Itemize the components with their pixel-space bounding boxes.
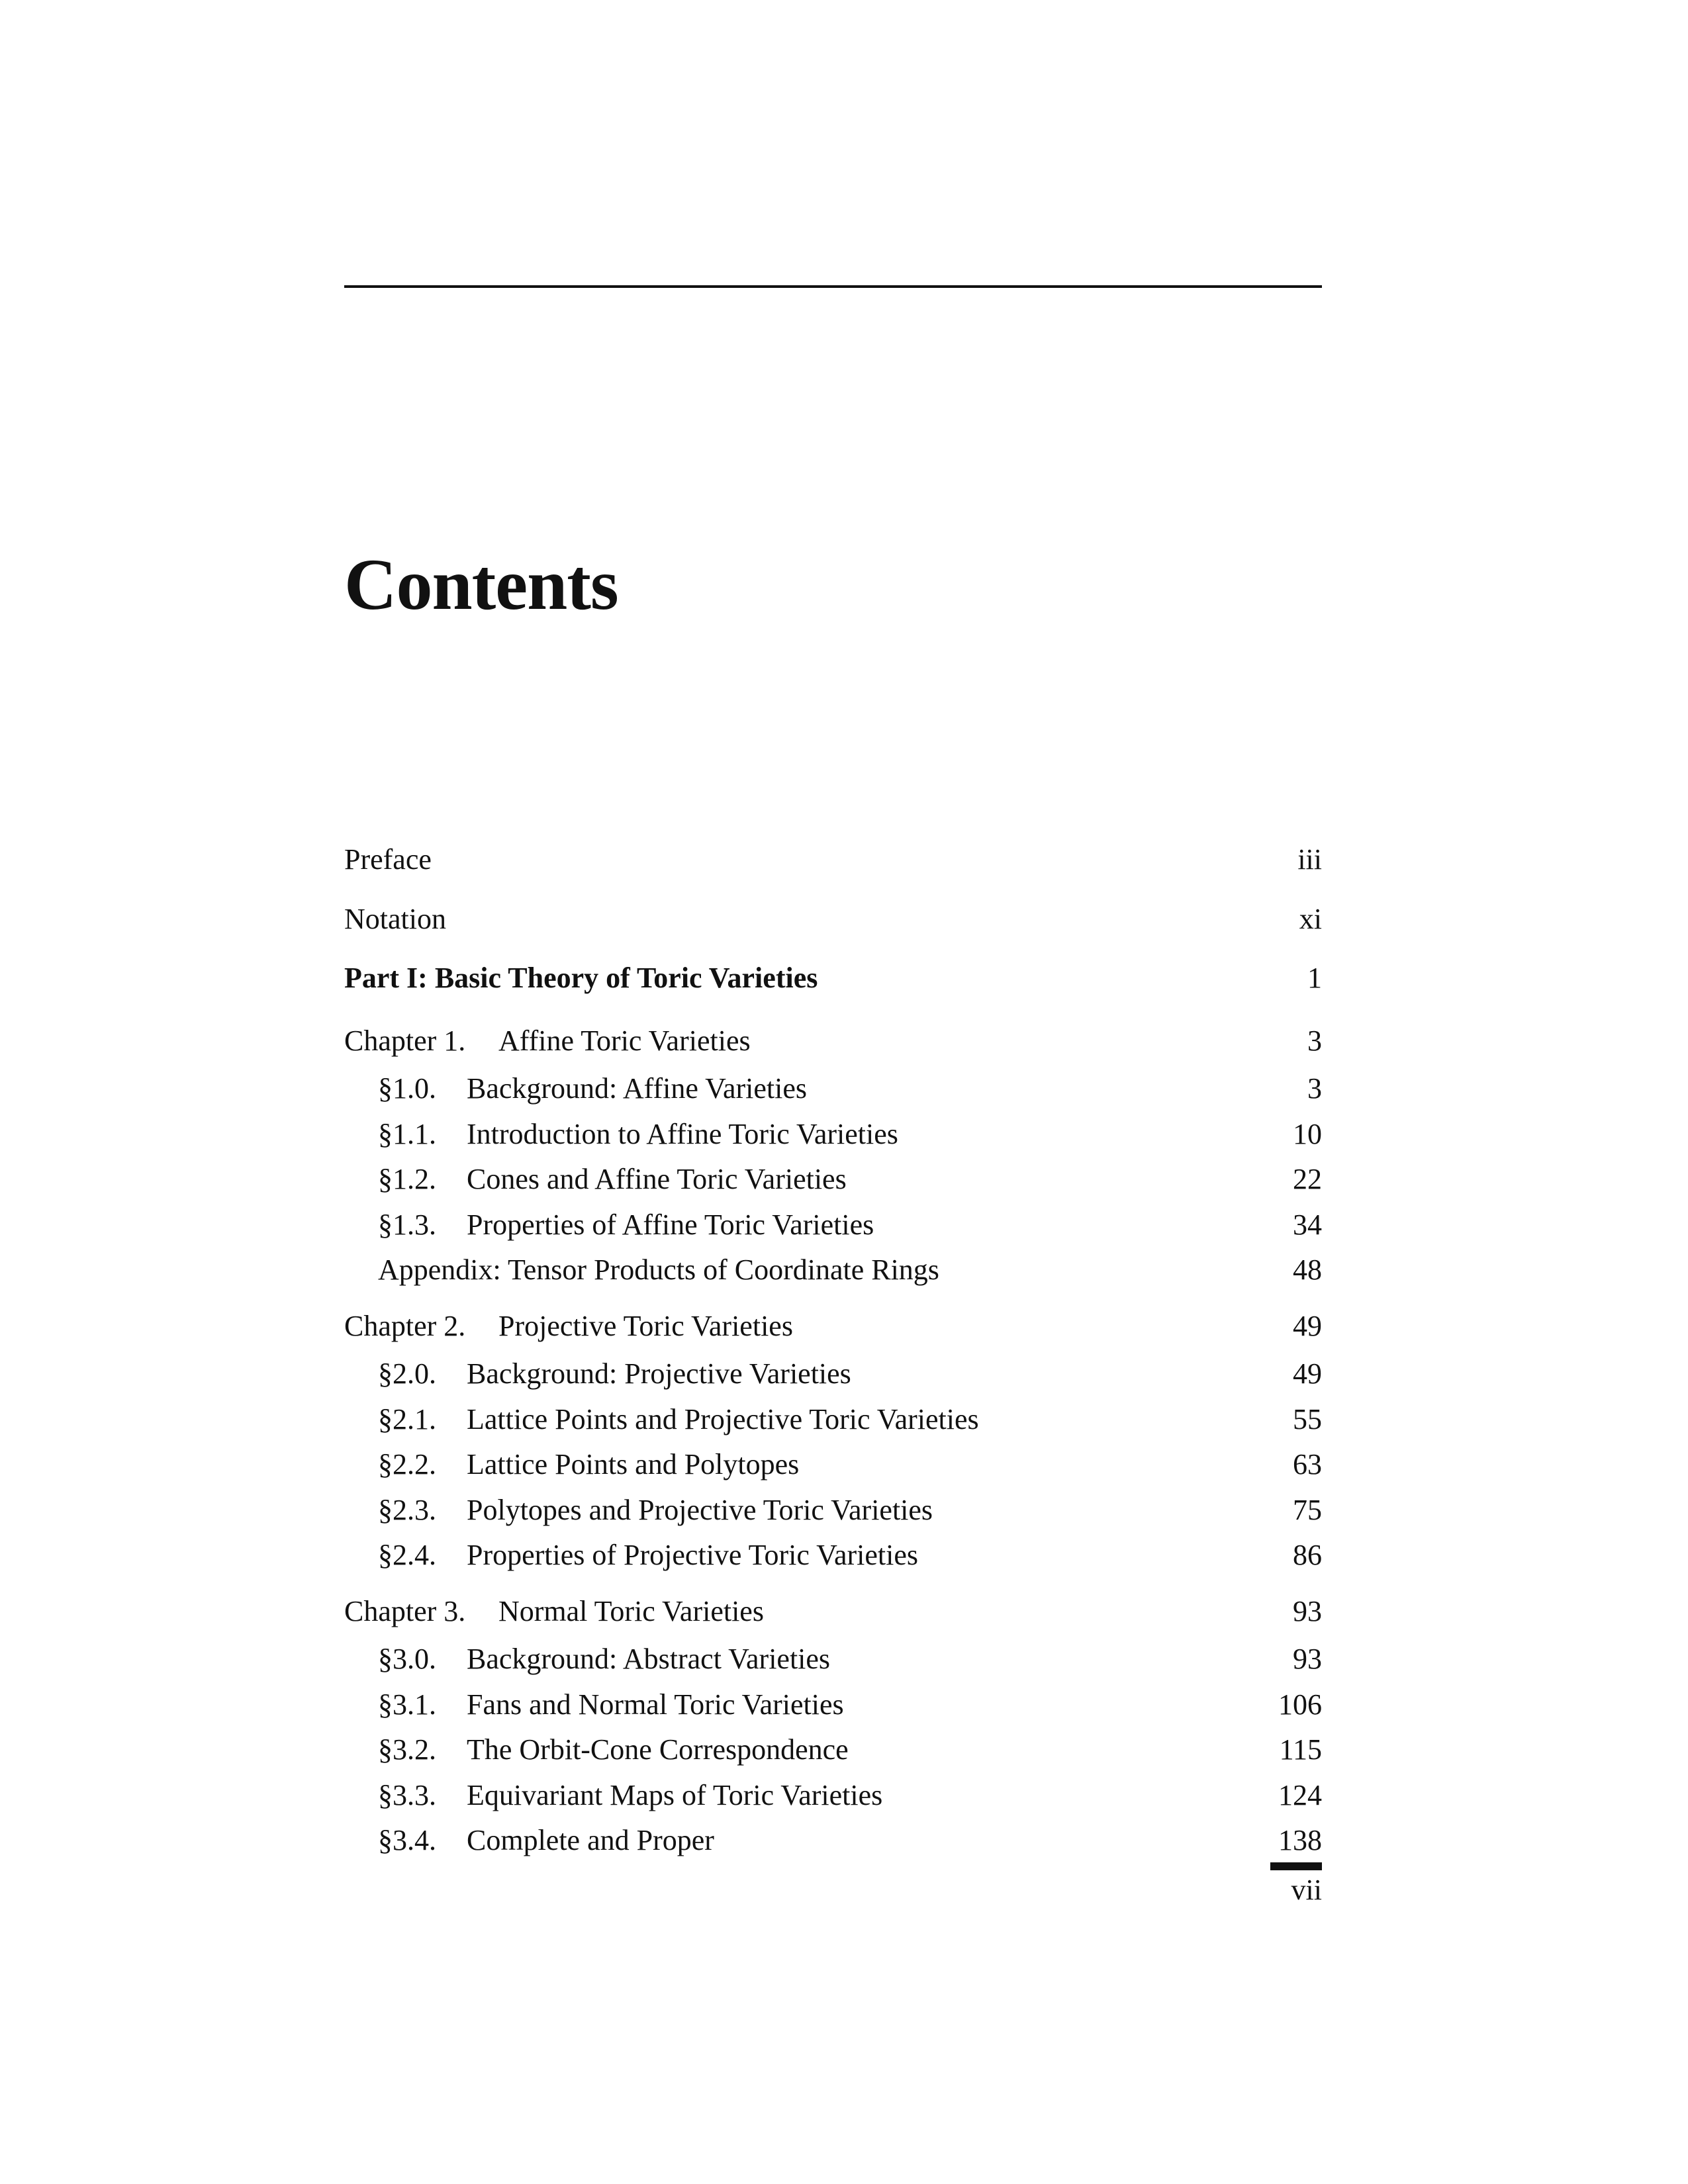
section-title: Complete and Proper xyxy=(467,1824,714,1856)
section-number: §1.2. xyxy=(378,1163,436,1195)
section-number: §2.4. xyxy=(378,1539,436,1571)
section-number: §3.3. xyxy=(378,1778,436,1811)
chapter-number: Chapter 2. xyxy=(344,1309,466,1342)
section-number: §2.2. xyxy=(378,1448,436,1480)
entry-page: 138 xyxy=(1278,1824,1322,1856)
footer-bar xyxy=(1270,1862,1322,1870)
toc-entry-section-2-0[interactable] xyxy=(344,1351,1322,1397)
section-title: Polytopes and Projective Toric Varieties xyxy=(467,1493,933,1526)
section-title: Cones and Affine Toric Varieties xyxy=(467,1163,847,1195)
page-title: Contents xyxy=(344,544,618,625)
entry-page: 115 xyxy=(1279,1733,1322,1766)
entry-page: 1 xyxy=(1307,962,1322,994)
section-title: Background: Projective Varieties xyxy=(467,1357,851,1390)
toc-entry-chapter-2[interactable] xyxy=(344,1293,1322,1352)
entry-page: 93 xyxy=(1293,1643,1322,1675)
entry-page: 34 xyxy=(1293,1208,1322,1241)
toc-entry-section-3-2[interactable] xyxy=(344,1727,1322,1773)
section-number: §1.3. xyxy=(378,1208,436,1241)
entry-page: 3 xyxy=(1307,1024,1322,1057)
section-title: Introduction to Affine Toric Varieties xyxy=(467,1117,898,1150)
toc-entry-section-2-4[interactable] xyxy=(344,1533,1322,1578)
section-title: Properties of Affine Toric Varieties xyxy=(467,1208,874,1241)
entry-page: 55 xyxy=(1293,1402,1322,1435)
toc-entry-chapter-1[interactable] xyxy=(344,1008,1322,1067)
section-number: §1.1. xyxy=(378,1117,436,1150)
section-number: §1.0. xyxy=(378,1072,436,1105)
toc-entry-section-3-0[interactable] xyxy=(344,1637,1322,1682)
section-title: Lattice Points and Projective Toric Varieties xyxy=(467,1402,979,1435)
entry-page: 48 xyxy=(1293,1253,1322,1286)
section-title: The Orbit-Cone Correspondence xyxy=(467,1733,849,1766)
section-number: §3.1. xyxy=(378,1688,436,1721)
section-title: Lattice Points and Polytopes xyxy=(467,1448,800,1480)
section-title: Equivariant Maps of Toric Varieties xyxy=(467,1778,883,1811)
entry-page: 86 xyxy=(1293,1539,1322,1571)
entry-page: 3 xyxy=(1307,1072,1322,1105)
entry-page: xi xyxy=(1299,902,1322,935)
entry-page: iii xyxy=(1297,843,1322,876)
entry-page: 49 xyxy=(1293,1357,1322,1390)
toc-entry-section-3-3[interactable] xyxy=(344,1773,1322,1819)
header-rule xyxy=(344,285,1322,288)
toc-entry-chapter-3[interactable] xyxy=(344,1578,1322,1637)
entry-page: 124 xyxy=(1278,1778,1322,1811)
section-number: §2.0. xyxy=(378,1357,436,1390)
toc-entry-section-1-3[interactable] xyxy=(344,1203,1322,1248)
section-number: §2.3. xyxy=(378,1493,436,1526)
section-number: §3.4. xyxy=(378,1824,436,1856)
toc-entry-notation[interactable] xyxy=(344,889,1322,949)
toc-entry-section-3-1[interactable] xyxy=(344,1682,1322,1728)
entry-page: 49 xyxy=(1293,1309,1322,1342)
entry-label: Notation xyxy=(344,902,446,935)
chapter-number: Chapter 3. xyxy=(344,1594,466,1627)
section-number: §3.0. xyxy=(378,1643,436,1675)
toc-entry-section-1-2[interactable] xyxy=(344,1157,1322,1203)
toc-entry-section-1-1[interactable] xyxy=(344,1112,1322,1158)
chapter-title: Normal Toric Varieties xyxy=(498,1594,764,1627)
chapter-title: Projective Toric Varieties xyxy=(498,1309,793,1342)
section-title: Background: Affine Varieties xyxy=(467,1072,808,1105)
section-number: §3.2. xyxy=(378,1733,436,1766)
toc-entry-section-3-4[interactable] xyxy=(344,1818,1322,1864)
entry-label: Preface xyxy=(344,843,432,876)
toc-entry-preface[interactable] xyxy=(344,830,1322,889)
section-title: Background: Abstract Varieties xyxy=(467,1643,831,1675)
chapter-number: Chapter 1. xyxy=(344,1024,466,1057)
section-number: §2.1. xyxy=(378,1402,436,1435)
section-title: Properties of Projective Toric Varieties xyxy=(467,1539,918,1571)
page-number: vii xyxy=(1291,1874,1322,1906)
toc-entry-section-2-3[interactable] xyxy=(344,1488,1322,1533)
chapter-title: Affine Toric Varieties xyxy=(498,1024,751,1057)
toc-entry-section-2-1[interactable] xyxy=(344,1397,1322,1443)
section-title: Fans and Normal Toric Varieties xyxy=(467,1688,844,1721)
table-of-contents xyxy=(344,830,1322,1864)
entry-page: 63 xyxy=(1293,1448,1322,1480)
part-label: Part I: Basic Theory of Toric Varieties xyxy=(344,962,818,994)
toc-entry-appendix-1[interactable] xyxy=(344,1248,1322,1293)
toc-entry-section-2-2[interactable] xyxy=(344,1442,1322,1488)
entry-page: 10 xyxy=(1293,1117,1322,1150)
appendix-title: Appendix: Tensor Products of Coordinate Rings xyxy=(378,1253,939,1286)
toc-entry-part-1[interactable] xyxy=(344,948,1322,1008)
entry-page: 93 xyxy=(1293,1594,1322,1627)
toc-entry-section-1-0[interactable] xyxy=(344,1066,1322,1112)
entry-page: 22 xyxy=(1293,1163,1322,1195)
entry-page: 75 xyxy=(1293,1493,1322,1526)
entry-page: 106 xyxy=(1278,1688,1322,1721)
